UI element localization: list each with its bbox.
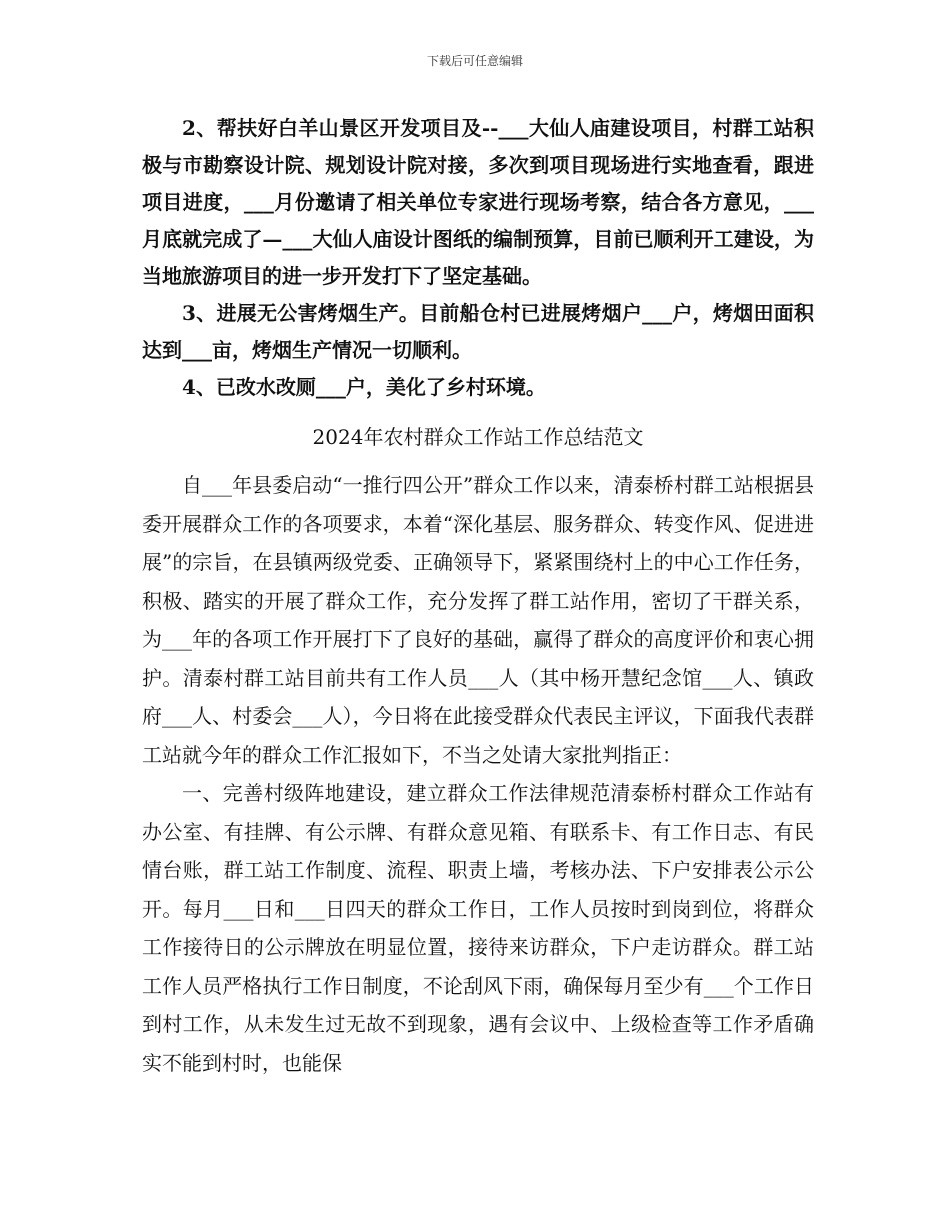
- paragraph-item-3: 3、进展无公害烤烟生产。目前船仓村已进展烤烟户___户，烤烟田面积达到___亩，烤烟生产情况一切顺利。: [142, 301, 814, 362]
- article-section-1-paragraph: 一、完善村级阵地建设，建立群众工作法律规范清泰桥村群众工作站有办公室、有挂牌、有公示牌、有群众意见箱、有联系卡、有工作日志、有民情台账，群工站工作制度、流程、职责上墙，考核办法、下户安排表公示公开。每月___日和___日四天的群众工作日，工作人员按时到岗到位，将群众工作接待日的公示牌放在明显位置，接待来访群众，下户走访群众。群工站工作人员严格执行工作日制度，不论刮风下雨，确保每月至少有___个工作日到村工作，从未发生过无故不到现象，遇有会议中、上级检查等工作矛盾确实不能到村时，也能保: [142, 781, 814, 1075]
- article-title: 2024年农村群众工作站工作总结范文: [312, 425, 644, 449]
- paragraph-item-4: 4、已改水改厕___户，美化了乡村环境。: [182, 375, 546, 399]
- paragraph-item-2: 2、帮扶好白羊山景区开发项目及--___大仙人庙建设项目，村群工站积极与市勘察设计院、规划设计院对接，多次到项目现场进行实地查看，跟进项目进度，___月份邀请了相关单位专家进行现场考察，结合各方意见，___月底就完成了—___大仙人庙设计图纸的编制预算，目前已顺利开工建设，为当地旅游项目的进一步开发打下了坚定基础。: [142, 116, 814, 288]
- page-header: 下载后可任意编辑: [426, 54, 523, 68]
- document-body: [142, 110, 814, 1082]
- article-intro-paragraph: 自___年县委启动“一推行四公开”群众工作以来，清泰桥村群工站根据县委开展群众工作的各项要求，本着“深化基层、服务群众、转变作风、促进进展”的宗旨，在县镇两级党委、正确领导下，紧紧围绕村上的中心工作任务，积极、踏实的开展了群众工作，充分发挥了群工站作用，密切了干群关系，为___年的各项工作开展打下了良好的基础，赢得了群众的高度评价和衷心拥护。清泰村群工站目前共有工作人员___人（其中杨开慧纪念馆___人、镇政府___人、村委会___人），今日将在此接受群众代表民主评议，下面我代表群工站就今年的群众工作汇报如下，不当之处请大家批判指正：: [142, 473, 814, 767]
